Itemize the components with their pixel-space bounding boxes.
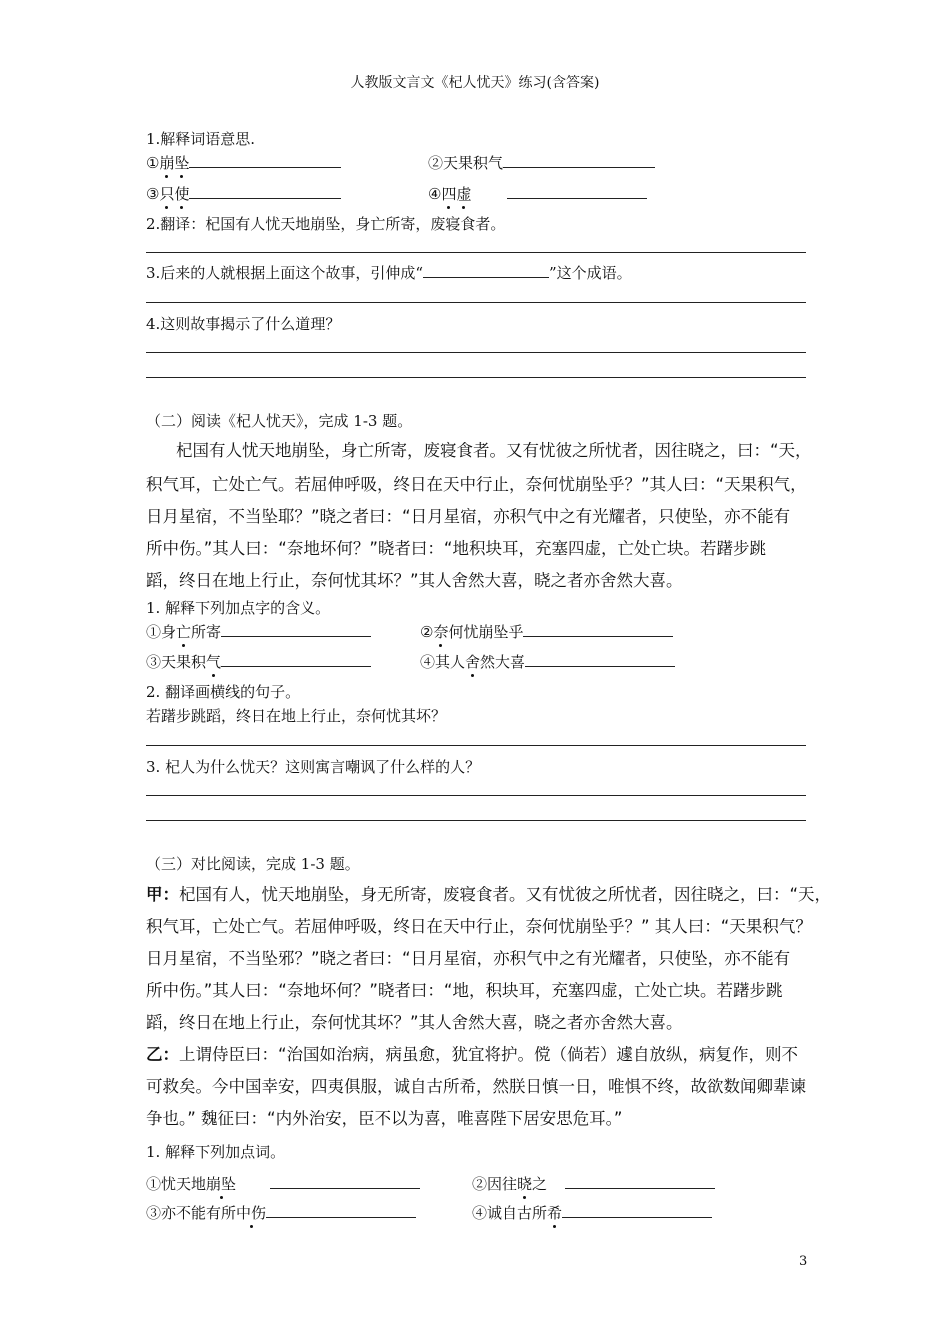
s3-yi-label: 乙： bbox=[146, 1045, 179, 1064]
answer-line bbox=[146, 302, 806, 303]
s1-question-4: 4.这则故事揭示了什么道理？ bbox=[146, 315, 341, 333]
s2-question-2-sentence: 若躇步跳蹈，终日在地上行止，奈何忧其坏？ bbox=[146, 707, 447, 725]
s1-item-2: ②天果积气 bbox=[428, 152, 655, 173]
s3-jia-line: 所中伤。”其人曰：“奈地坏何？”晓者曰：“地，积块耳，充塞四虚，亡处亡块。若躇步跳 bbox=[146, 981, 783, 1000]
s3-item-4: ④诚自古所希 bbox=[472, 1202, 712, 1223]
s3-title: （三）对比阅读，完成 1-3 题。 bbox=[146, 855, 360, 873]
s3-item-2: ②因往晓之 bbox=[472, 1173, 715, 1194]
s3-yi-line: 争也。” 魏征曰：“内外治安，臣不以为喜，唯喜陛下居安思危耳。” bbox=[146, 1109, 623, 1128]
s3-jia-line: 蹈，终日在地上行止，奈何忧其坏？”其人舍然大喜，晓之者亦舍然大喜。 bbox=[146, 1013, 683, 1032]
s2-question-2: 2. 翻译画横线的句子。 bbox=[146, 683, 301, 701]
s2-passage-line: 所中伤。”其人曰：“奈地坏何？”晓者曰：“地积块耳，充塞四虚，亡处亡块。若躇步跳 bbox=[146, 539, 766, 558]
s2-question-3: 3. 杞人为什么忧天？这则寓言嘲讽了什么样的人？ bbox=[146, 758, 481, 776]
page-number: 3 bbox=[799, 1254, 808, 1269]
answer-line bbox=[146, 252, 806, 253]
answer-line bbox=[146, 745, 806, 746]
s2-item-4: ④其人舍然大喜 bbox=[420, 651, 675, 672]
answer-line bbox=[146, 377, 806, 378]
s2-item-3: ③天果积气 bbox=[146, 651, 371, 672]
s3-question-1: 1. 解释下列加点词。 bbox=[146, 1143, 286, 1161]
s2-title: （二）阅读《杞人忧天》，完成 1-3 题。 bbox=[146, 412, 413, 430]
s1-item-4: ④四虚 bbox=[428, 183, 647, 204]
s2-passage-line: 积气耳，亡处亡气。若屈伸呼吸，终日在天中行止，奈何忧崩坠乎？”其人曰：“天果积气， bbox=[146, 475, 807, 494]
s3-jia-line: 日月星宿，不当坠邪？”晓之者曰：“日月星宿，亦积气中之有光耀者，只使坠，亦不能有 bbox=[146, 949, 791, 968]
s1-question-3: 3.后来的人就根据上面这个故事，引伸成“ ”这个成语。 bbox=[146, 264, 632, 282]
s2-passage-line: 日月星宿，不当坠耶？”晓之者曰：“日月星宿，亦积气中之有光耀者，只使坠，亦不能有 bbox=[146, 507, 791, 526]
answer-line bbox=[146, 352, 806, 353]
s2-item-1: ①身亡所寄 bbox=[146, 621, 371, 642]
s2-question-1: 1. 解释下列加点字的含义。 bbox=[146, 599, 331, 617]
s3-yi-line: 可救矣。今中国幸安，四夷俱服，诚自古所希，然朕日慎一日，唯惧不终，故欲数闻卿辈谏 bbox=[146, 1077, 806, 1096]
s3-jia-label: 甲： bbox=[146, 885, 179, 904]
s3-jia-line: 甲：杞国有人，忧天地崩坠，身无所寄，废寝食者。又有忧彼之所忧者，因往晓之，曰：“天， bbox=[146, 885, 832, 904]
s1-item-3: ③只使 bbox=[146, 183, 341, 204]
s3-item-3: ③亦不能有所中伤 bbox=[146, 1202, 416, 1223]
s1-question-2: 2.翻译：杞国有人忧天地崩坠，身亡所寄，废寝食者。 bbox=[146, 215, 506, 233]
s1-item-1: ①崩坠 bbox=[146, 152, 341, 173]
s2-passage-line: 蹈，终日在地上行止，奈何忧其坏？”其人舍然大喜，晓之者亦舍然大喜。 bbox=[146, 571, 683, 590]
page-header: 人教版文言文《杞人忧天》练习(含答案) bbox=[350, 75, 600, 91]
answer-line bbox=[146, 820, 806, 821]
s3-item-1: ①忧天地崩坠 bbox=[146, 1173, 420, 1194]
s2-passage-line: 杞国有人忧天地崩坠，身亡所寄，废寝食者。又有忧彼之所忧者，因往晓之，曰：“天， bbox=[176, 441, 812, 460]
s1-question-1: 1.解释词语意思. bbox=[146, 130, 256, 148]
s3-jia-line: 积气耳，亡处亡气。若屈伸呼吸，终日在天中行止，奈何忧崩坠乎？” 其人曰：“天果积气？ bbox=[146, 917, 812, 936]
s2-item-2: ②奈何忧崩坠乎 bbox=[420, 621, 673, 642]
answer-line bbox=[146, 795, 806, 796]
s3-yi-line: 乙：上谓侍臣曰：“治国如治病，病虽愈，犹宜将护。傥（倘若）遽自放纵，病复作，则不 bbox=[146, 1045, 799, 1064]
